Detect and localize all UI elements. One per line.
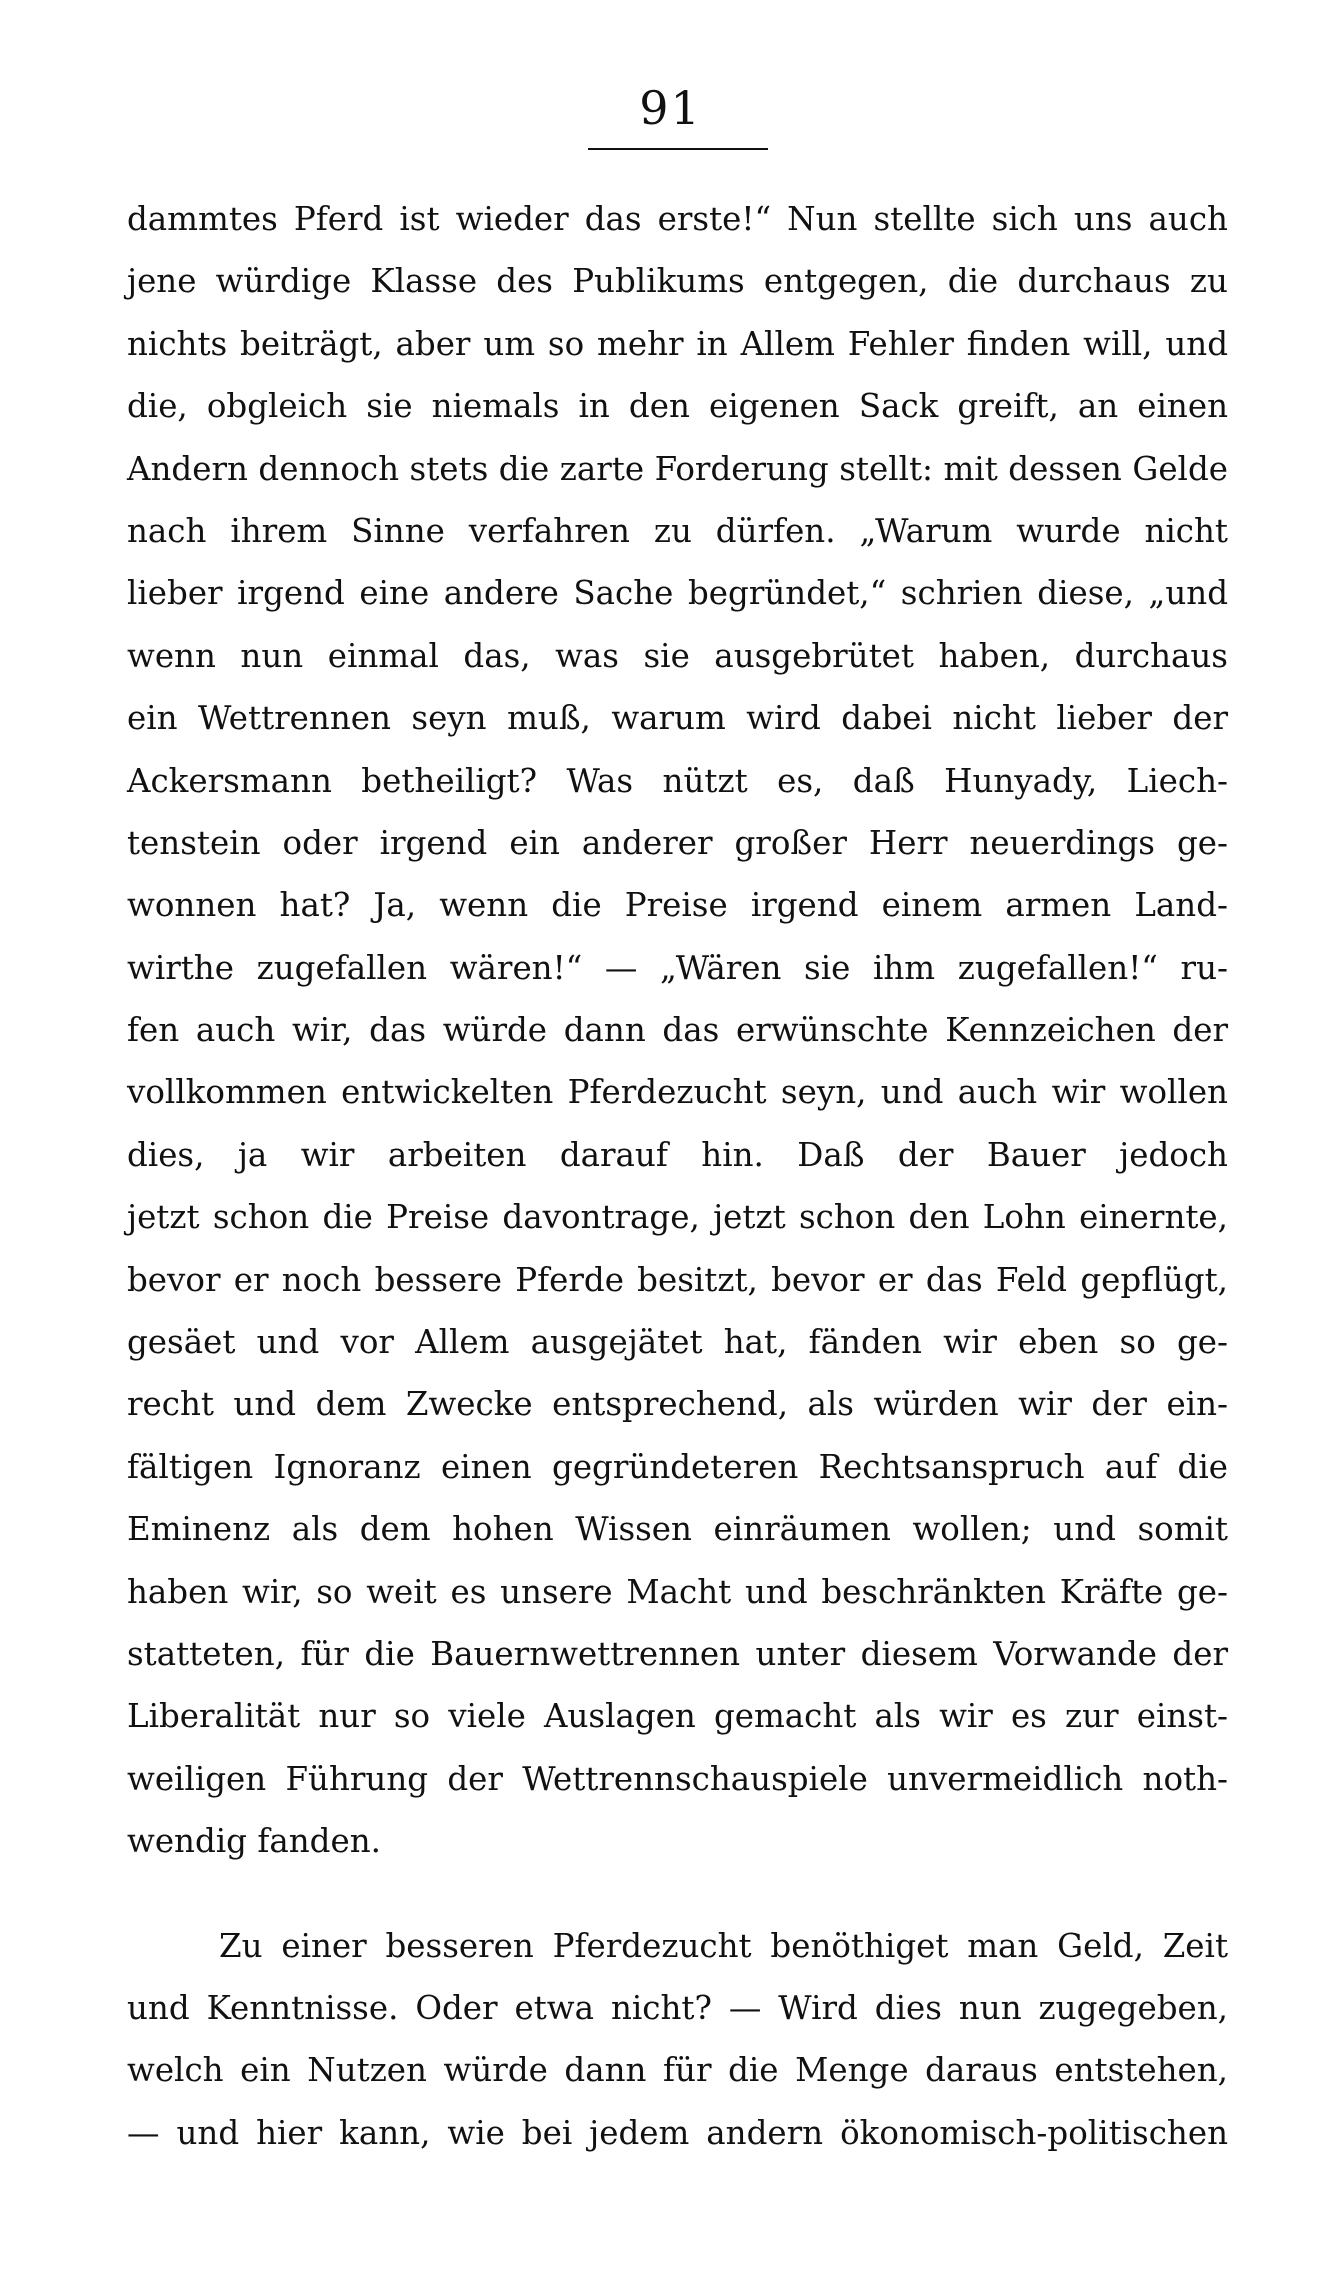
text-line: recht und dem Zwecke entsprechend, als würden wir der ein-: [127, 1385, 1228, 1424]
text-line: vollkommen entwickelten Pferdezucht seyn, und auch wir wollen: [127, 1073, 1228, 1112]
text-line: Zu einer besseren Pferdezucht benöthiget man Geld, Zeit: [219, 1926, 1228, 1965]
paragraph-gap: [127, 1873, 1228, 1915]
text-line: wendig fanden.: [127, 1822, 381, 1861]
text-line: tenstein oder irgend ein anderer großer Herr neuerdings ge-: [127, 823, 1228, 862]
page-number: 91: [639, 81, 702, 135]
paragraph-2: [127, 1915, 1228, 2165]
text-line: statteten, für die Bauernwettrennen unter diesem Vorwande der: [127, 1634, 1228, 1673]
text-line: wonnen hat? Ja, wenn die Preise irgend einem armen Land-: [127, 886, 1228, 925]
text-line: Andern dennoch stets die zarte Forderung stellt: mit dessen Gelde: [127, 449, 1228, 488]
text-line: wirthe zugefallen wären!“ — „Wären sie ihm zugefallen!“ ru-: [127, 948, 1228, 987]
text-line: dies, ja wir arbeiten darauf hin. Daß der Bauer jedoch: [127, 1135, 1228, 1174]
text-line: die, obgleich sie niemals in den eigenen Sack greift, an einen: [127, 387, 1228, 426]
paragraph-1: [127, 188, 1228, 1873]
text-line: Ackersmann betheiligt? Was nützt es, daß Hunyady, Liech-: [127, 761, 1228, 800]
text-line: dammtes Pferd ist wieder das erste!“ Nun stellte sich uns auch: [127, 200, 1228, 238]
text-line: nach ihrem Sinne verfahren zu dürfen. „Warum wurde nicht: [127, 511, 1228, 550]
text-line: Eminenz als dem hohen Wissen einräumen wollen; und somit: [127, 1510, 1228, 1549]
text-line: weiligen Führung der Wettrennschauspiele unvermeidlich noth-: [127, 1759, 1228, 1798]
text-line: jetzt schon die Preise davontrage, jetzt schon den Lohn einernte,: [127, 1198, 1228, 1237]
text-line: lieber irgend eine andere Sache begründet,“ schrien diese, „und: [127, 574, 1228, 613]
text-line: — und hier kann, wie bei jedem andern ökonomisch-politischen: [127, 2113, 1228, 2152]
text-line: welch ein Nutzen würde dann für die Menge daraus entstehen,: [127, 2051, 1228, 2090]
text-line: gesäet und vor Allem ausgejätet hat, fänden wir eben so ge-: [127, 1323, 1228, 1362]
text-line: haben wir, so weit es unsere Macht und beschränkten Kräfte ge-: [127, 1572, 1228, 1611]
text-line: fen auch wir, das würde dann das erwünschte Kennzeichen der: [127, 1011, 1228, 1050]
text-line: bevor er noch bessere Pferde besitzt, bevor er das Feld gepflügt,: [127, 1260, 1228, 1299]
text-line: ein Wettrennen seyn muß, warum wird dabei nicht lieber der: [127, 699, 1228, 738]
text-line: jene würdige Klasse des Publikums entgegen, die durchaus zu: [127, 262, 1228, 301]
text-line: Liberalität nur so viele Auslagen gemacht als wir es zur einst-: [127, 1697, 1228, 1736]
page-body: [127, 188, 1228, 2164]
page-number-rule: [588, 148, 768, 150]
text-line: wenn nun einmal das, was sie ausgebrütet haben, durchaus: [127, 636, 1228, 675]
text-line: und Kenntnisse. Oder etwa nicht? — Wird dies nun zugegeben,: [127, 1988, 1228, 2027]
text-line: nichts beiträgt, aber um so mehr in Allem Fehler finden will, und: [127, 324, 1228, 363]
text-line: fältigen Ignoranz einen gegründeteren Rechtsanspruch auf die: [127, 1447, 1228, 1486]
